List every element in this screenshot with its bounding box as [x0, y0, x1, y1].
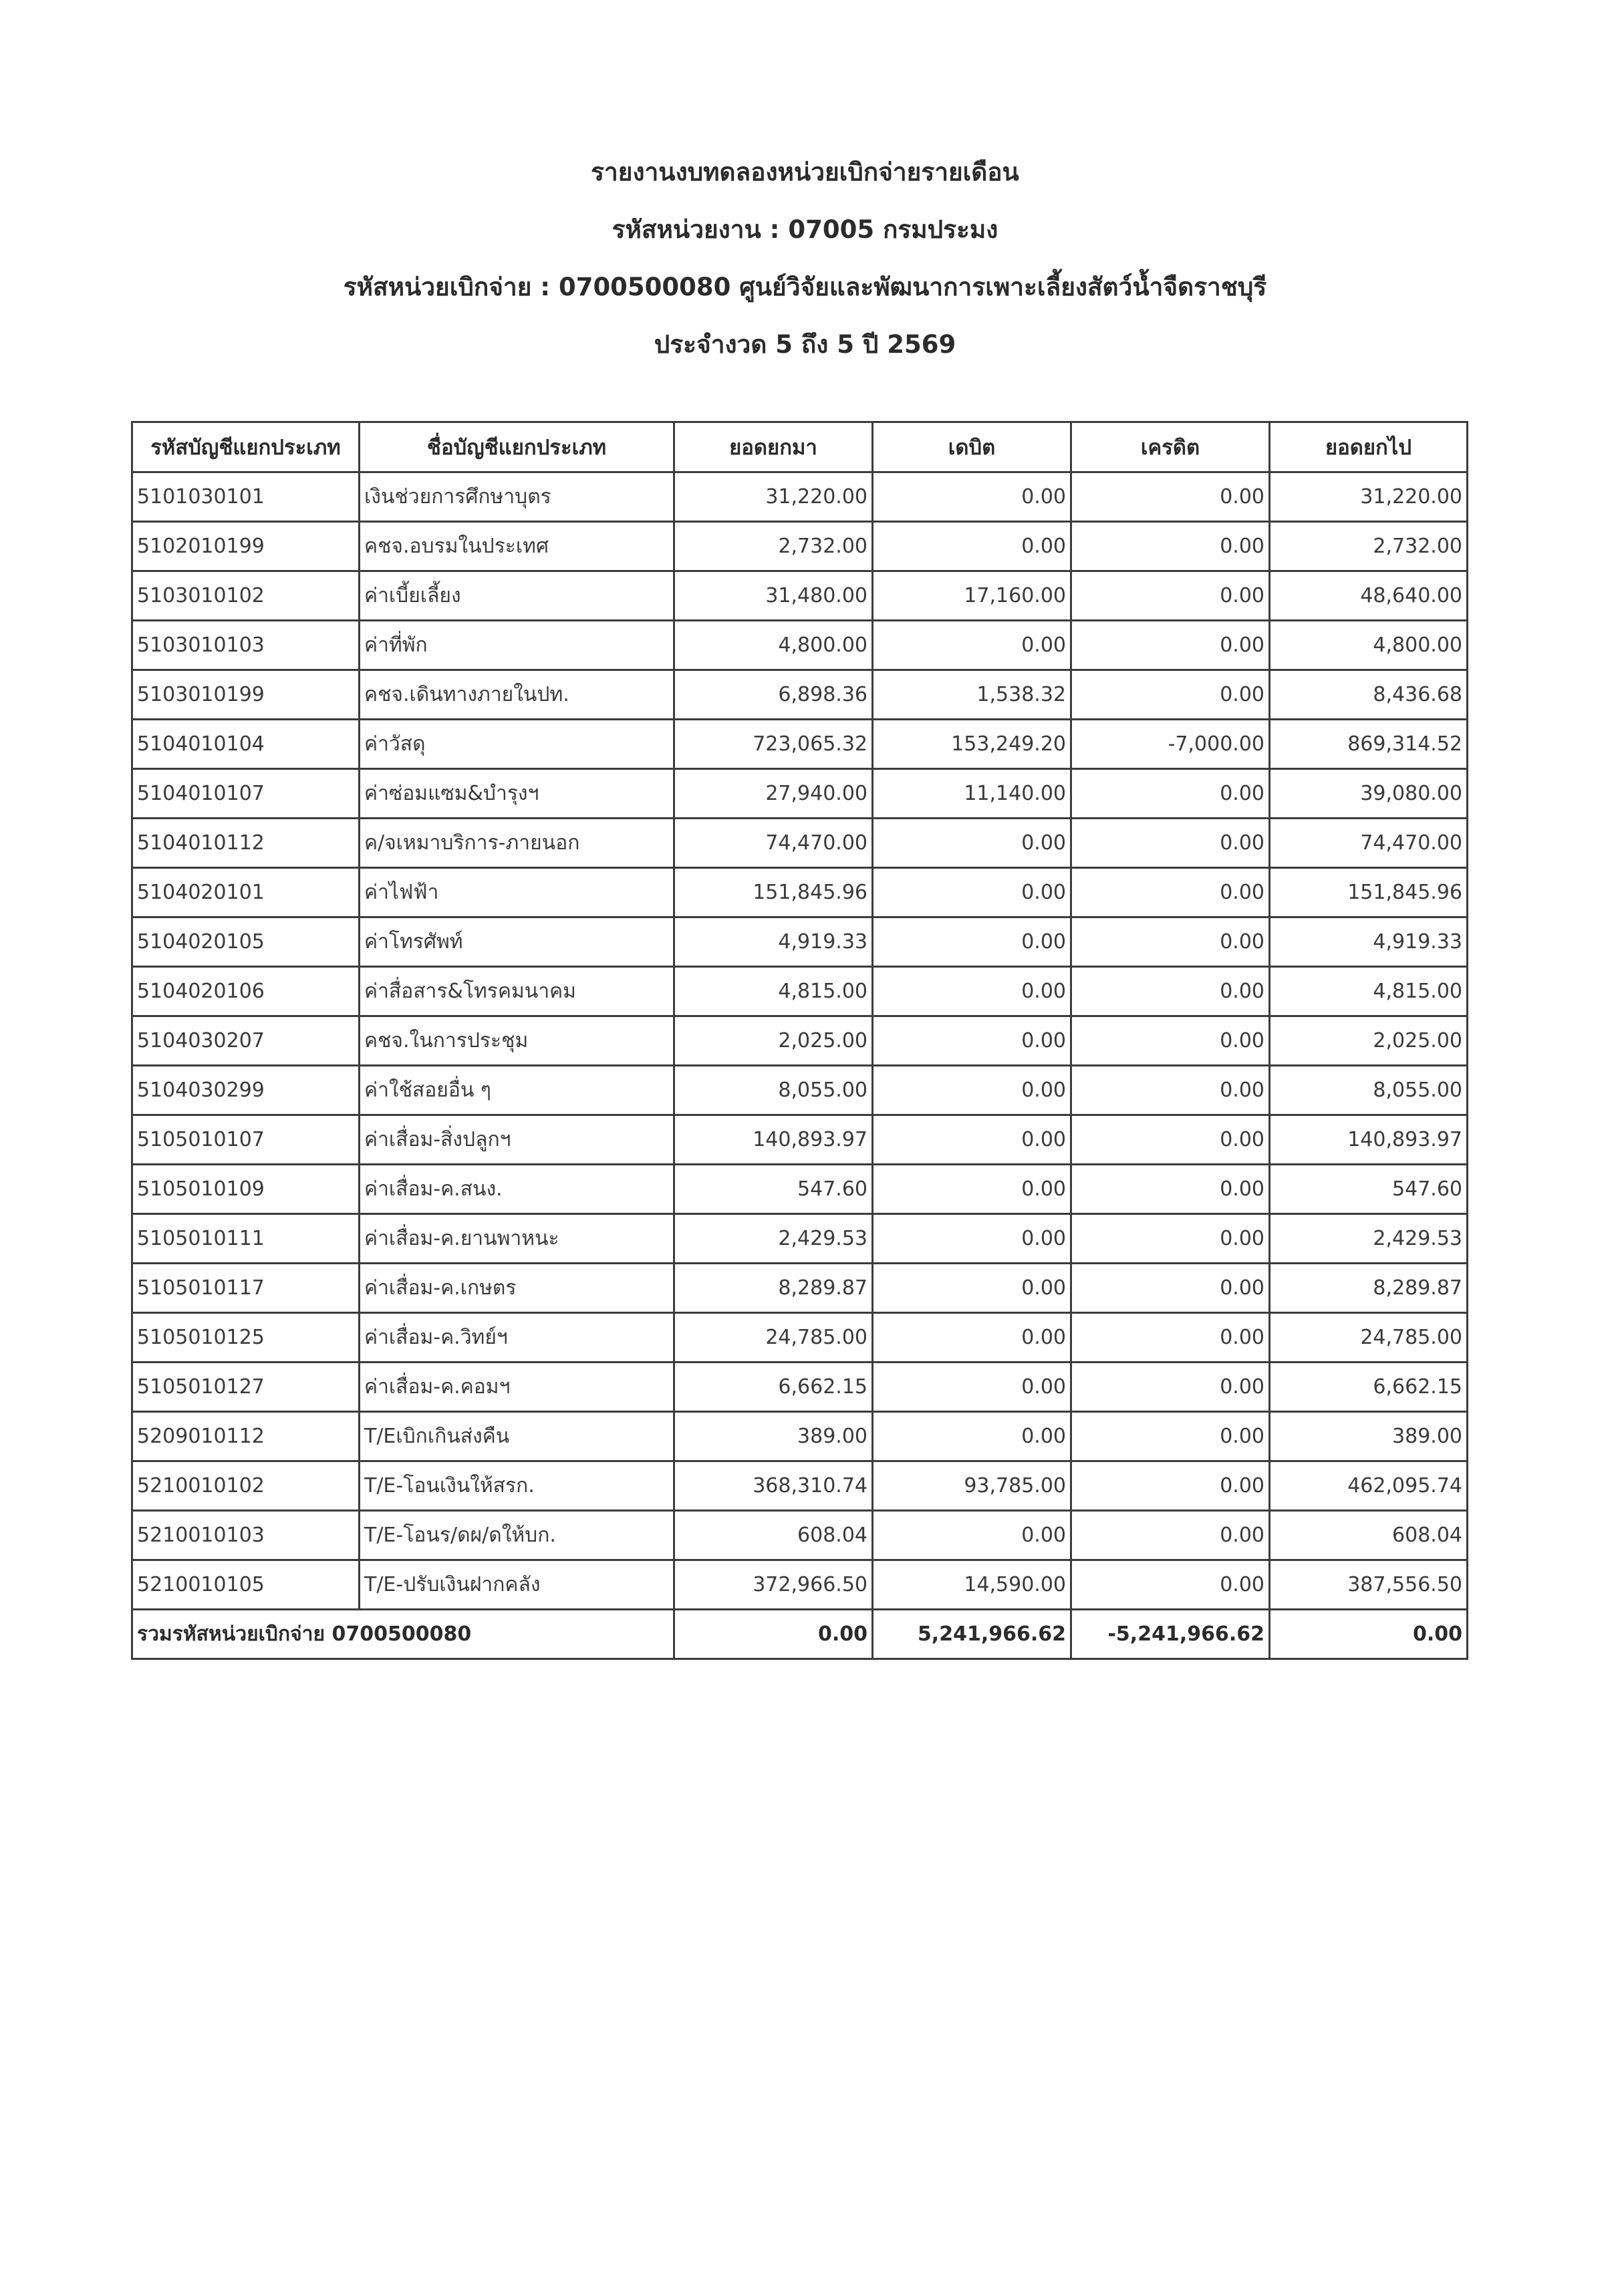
account-code-cell: 5104010112: [132, 819, 360, 868]
brought-forward-cell: 2,732.00: [674, 522, 873, 571]
carried-forward-cell: 2,429.53: [1270, 1214, 1468, 1264]
carried-forward-cell: 547.60: [1270, 1165, 1468, 1214]
account-code-cell: 5103010199: [132, 670, 360, 720]
account-code-cell: 5105010111: [132, 1214, 360, 1264]
account-code-cell: 5105010109: [132, 1165, 360, 1214]
brought-forward-cell: 2,025.00: [674, 1016, 873, 1066]
credit-cell: 0.00: [1071, 1016, 1270, 1066]
table-row: [132, 819, 1468, 868]
account-name-cell: T/E-โอนร/ดผ/ดให้บก.: [360, 1511, 674, 1560]
total-brought-forward: 0.00: [674, 1610, 873, 1659]
debit-cell: 0.00: [873, 1115, 1071, 1165]
brought-forward-cell: 8,289.87: [674, 1264, 873, 1313]
brought-forward-cell: 140,893.97: [674, 1115, 873, 1165]
credit-cell: 0.00: [1071, 967, 1270, 1016]
credit-cell: 0.00: [1071, 1461, 1270, 1511]
debit-cell: 0.00: [873, 868, 1071, 917]
carried-forward-cell: 39,080.00: [1270, 769, 1468, 819]
account-code-cell: 5209010112: [132, 1412, 360, 1461]
credit-cell: 0.00: [1071, 1214, 1270, 1264]
header-debit: เดบิต: [873, 422, 1071, 472]
account-code-cell: 5104030299: [132, 1066, 360, 1115]
trial-balance-table: [131, 421, 1468, 1660]
table-row: [132, 967, 1468, 1016]
account-code-cell: 5102010199: [132, 522, 360, 571]
header-credit: เครดิต: [1071, 422, 1270, 472]
report-title: รายงานงบทดลองหน่วยเบิกจ่ายรายเดือน: [591, 158, 1019, 186]
debit-cell: 14,590.00: [873, 1560, 1071, 1610]
carried-forward-cell: 8,055.00: [1270, 1066, 1468, 1115]
brought-forward-cell: 27,940.00: [674, 769, 873, 819]
table-row: [132, 1362, 1468, 1412]
table-row: [132, 720, 1468, 769]
credit-cell: 0.00: [1071, 1560, 1270, 1610]
total-credit: -5,241,966.62: [1071, 1610, 1270, 1659]
credit-cell: 0.00: [1071, 769, 1270, 819]
debit-cell: 1,538.32: [873, 670, 1071, 720]
account-name-cell: T/E-โอนเงินให้สรก.: [360, 1461, 674, 1511]
table-row: [132, 1511, 1468, 1560]
credit-cell: 0.00: [1071, 917, 1270, 967]
brought-forward-cell: 372,966.50: [674, 1560, 873, 1610]
period-line: ประจำงวด 5 ถึง 5 ปี 2569: [654, 330, 956, 359]
debit-cell: 0.00: [873, 1511, 1071, 1560]
debit-cell: 0.00: [873, 917, 1071, 967]
debit-cell: 0.00: [873, 472, 1071, 522]
brought-forward-cell: 2,429.53: [674, 1214, 873, 1264]
account-code-cell: 5210010105: [132, 1560, 360, 1610]
brought-forward-cell: 24,785.00: [674, 1313, 873, 1362]
account-code-cell: 5103010103: [132, 621, 360, 670]
account-name-cell: ค่าซ่อมแซม&บำรุงฯ: [360, 769, 674, 819]
credit-cell: 0.00: [1071, 472, 1270, 522]
account-name-cell: ค่าสื่อสาร&โทรคมนาคม: [360, 967, 674, 1016]
debit-cell: 0.00: [873, 1214, 1071, 1264]
table-header-row: [132, 422, 1468, 472]
debit-cell: 93,785.00: [873, 1461, 1071, 1511]
debit-cell: 0.00: [873, 819, 1071, 868]
disbursing-unit-line: รหัสหน่วยเบิกจ่าย : 0700500080 ศูนย์วิจัยและพัฒนาการเพาะเลี้ยงสัตว์น้ำจืดราชบุรี: [343, 273, 1267, 301]
carried-forward-cell: 4,800.00: [1270, 621, 1468, 670]
carried-forward-cell: 869,314.52: [1270, 720, 1468, 769]
table-body: [132, 472, 1468, 1610]
carried-forward-cell: 8,289.87: [1270, 1264, 1468, 1313]
debit-cell: 153,249.20: [873, 720, 1071, 769]
table-row: [132, 472, 1468, 522]
account-name-cell: ค่าเสื่อม-ค.ยานพาหนะ: [360, 1214, 674, 1264]
account-name-cell: ค่าเสื่อม-สิ่งปลูกฯ: [360, 1115, 674, 1165]
brought-forward-cell: 4,800.00: [674, 621, 873, 670]
table-row: [132, 1115, 1468, 1165]
carried-forward-cell: 4,919.33: [1270, 917, 1468, 967]
table-row: [132, 571, 1468, 621]
carried-forward-cell: 24,785.00: [1270, 1313, 1468, 1362]
carried-forward-cell: 48,640.00: [1270, 571, 1468, 621]
debit-cell: 0.00: [873, 1362, 1071, 1412]
credit-cell: 0.00: [1071, 621, 1270, 670]
brought-forward-cell: 4,919.33: [674, 917, 873, 967]
total-row: [132, 1610, 1468, 1659]
brought-forward-cell: 74,470.00: [674, 819, 873, 868]
account-name-cell: ค่าเสื่อม-ค.คอมฯ: [360, 1362, 674, 1412]
brought-forward-cell: 4,815.00: [674, 967, 873, 1016]
table-row: [132, 1461, 1468, 1511]
carried-forward-cell: 74,470.00: [1270, 819, 1468, 868]
carried-forward-cell: 608.04: [1270, 1511, 1468, 1560]
brought-forward-cell: 6,898.36: [674, 670, 873, 720]
carried-forward-cell: 140,893.97: [1270, 1115, 1468, 1165]
debit-cell: 0.00: [873, 1264, 1071, 1313]
total-debit: 5,241,966.62: [873, 1610, 1071, 1659]
table-row: [132, 769, 1468, 819]
debit-cell: 17,160.00: [873, 571, 1071, 621]
table-row: [132, 1016, 1468, 1066]
account-name-cell: ค่าที่พัก: [360, 621, 674, 670]
table-row: [132, 1264, 1468, 1313]
account-name-cell: ค่าเสื่อม-ค.สนง.: [360, 1165, 674, 1214]
credit-cell: 0.00: [1071, 1066, 1270, 1115]
carried-forward-cell: 151,845.96: [1270, 868, 1468, 917]
account-code-cell: 5103010102: [132, 571, 360, 621]
carried-forward-cell: 389.00: [1270, 1412, 1468, 1461]
debit-cell: 0.00: [873, 1016, 1071, 1066]
table-row: [132, 621, 1468, 670]
credit-cell: 0.00: [1071, 1412, 1270, 1461]
account-name-cell: ค่าไฟฟ้า: [360, 868, 674, 917]
account-name-cell: ค่าเสื่อม-ค.วิทย์ฯ: [360, 1313, 674, 1362]
debit-cell: 11,140.00: [873, 769, 1071, 819]
credit-cell: 0.00: [1071, 1362, 1270, 1412]
brought-forward-cell: 31,220.00: [674, 472, 873, 522]
table-row: [132, 868, 1468, 917]
brought-forward-cell: 547.60: [674, 1165, 873, 1214]
credit-cell: 0.00: [1071, 571, 1270, 621]
brought-forward-cell: 6,662.15: [674, 1362, 873, 1412]
table-row: [132, 1066, 1468, 1115]
account-code-cell: 5105010117: [132, 1264, 360, 1313]
account-name-cell: คชจ.ในการประชุม: [360, 1016, 674, 1066]
account-code-cell: 5104010104: [132, 720, 360, 769]
account-code-cell: 5104030207: [132, 1016, 360, 1066]
credit-cell: 0.00: [1071, 819, 1270, 868]
carried-forward-cell: 31,220.00: [1270, 472, 1468, 522]
brought-forward-cell: 151,845.96: [674, 868, 873, 917]
account-code-cell: 5105010125: [132, 1313, 360, 1362]
header-brought-forward: ยอดยกมา: [674, 422, 873, 472]
account-name-cell: ค่าวัสดุ: [360, 720, 674, 769]
credit-cell: 0.00: [1071, 1165, 1270, 1214]
table-row: [132, 1313, 1468, 1362]
agency-line: รหัสหน่วยงาน : 07005 กรมประมง: [612, 215, 998, 244]
carried-forward-cell: 4,815.00: [1270, 967, 1468, 1016]
total-carried-forward: 0.00: [1270, 1610, 1468, 1659]
credit-cell: -7,000.00: [1071, 720, 1270, 769]
debit-cell: 0.00: [873, 967, 1071, 1016]
credit-cell: 0.00: [1071, 1115, 1270, 1165]
account-code-cell: 5210010103: [132, 1511, 360, 1560]
account-name-cell: T/E-ปรับเงินฝากคลัง: [360, 1560, 674, 1610]
debit-cell: 0.00: [873, 1412, 1071, 1461]
account-name-cell: T/Eเบิกเกินส่งคืน: [360, 1412, 674, 1461]
account-name-cell: ค่าเบี้ยเลี้ยง: [360, 571, 674, 621]
account-code-cell: 5105010107: [132, 1115, 360, 1165]
account-code-cell: 5104020101: [132, 868, 360, 917]
account-name-cell: เงินช่วยการศึกษาบุตร: [360, 472, 674, 522]
table-row: [132, 1214, 1468, 1264]
carried-forward-cell: 2,025.00: [1270, 1016, 1468, 1066]
credit-cell: 0.00: [1071, 670, 1270, 720]
debit-cell: 0.00: [873, 621, 1071, 670]
table-row: [132, 917, 1468, 967]
carried-forward-cell: 462,095.74: [1270, 1461, 1468, 1511]
table-row: [132, 1165, 1468, 1214]
account-name-cell: ค่าเสื่อม-ค.เกษตร: [360, 1264, 674, 1313]
brought-forward-cell: 723,065.32: [674, 720, 873, 769]
table-row: [132, 1560, 1468, 1610]
debit-cell: 0.00: [873, 1066, 1071, 1115]
brought-forward-cell: 389.00: [674, 1412, 873, 1461]
credit-cell: 0.00: [1071, 1313, 1270, 1362]
carried-forward-cell: 6,662.15: [1270, 1362, 1468, 1412]
header-account-name: ชื่อบัญชีแยกประเภท: [360, 422, 674, 472]
brought-forward-cell: 31,480.00: [674, 571, 873, 621]
account-code-cell: 5104020105: [132, 917, 360, 967]
brought-forward-cell: 368,310.74: [674, 1461, 873, 1511]
table-row: [132, 670, 1468, 720]
account-code-cell: 5104020106: [132, 967, 360, 1016]
account-code-cell: 5104010107: [132, 769, 360, 819]
carried-forward-cell: 2,732.00: [1270, 522, 1468, 571]
debit-cell: 0.00: [873, 522, 1071, 571]
account-name-cell: คชจ.เดินทางภายในปท.: [360, 670, 674, 720]
account-name-cell: ค/จเหมาบริการ-ภายนอก: [360, 819, 674, 868]
carried-forward-cell: 8,436.68: [1270, 670, 1468, 720]
account-code-cell: 5101030101: [132, 472, 360, 522]
total-label: รวมรหัสหน่วยเบิกจ่าย 0700500080: [132, 1610, 674, 1659]
account-name-cell: ค่าใช้สอยอื่น ๆ: [360, 1066, 674, 1115]
credit-cell: 0.00: [1071, 522, 1270, 571]
debit-cell: 0.00: [873, 1313, 1071, 1362]
account-name-cell: ค่าโทรศัพท์: [360, 917, 674, 967]
account-code-cell: 5105010127: [132, 1362, 360, 1412]
header-account-code: รหัสบัญชีแยกประเภท: [132, 422, 360, 472]
account-code-cell: 5210010102: [132, 1461, 360, 1511]
debit-cell: 0.00: [873, 1165, 1071, 1214]
table-row: [132, 1412, 1468, 1461]
brought-forward-cell: 8,055.00: [674, 1066, 873, 1115]
credit-cell: 0.00: [1071, 1264, 1270, 1313]
carried-forward-cell: 387,556.50: [1270, 1560, 1468, 1610]
account-name-cell: คชจ.อบรมในประเทศ: [360, 522, 674, 571]
table-row: [132, 522, 1468, 571]
credit-cell: 0.00: [1071, 868, 1270, 917]
credit-cell: 0.00: [1071, 1511, 1270, 1560]
header-carried-forward: ยอดยกไป: [1270, 422, 1468, 472]
brought-forward-cell: 608.04: [674, 1511, 873, 1560]
